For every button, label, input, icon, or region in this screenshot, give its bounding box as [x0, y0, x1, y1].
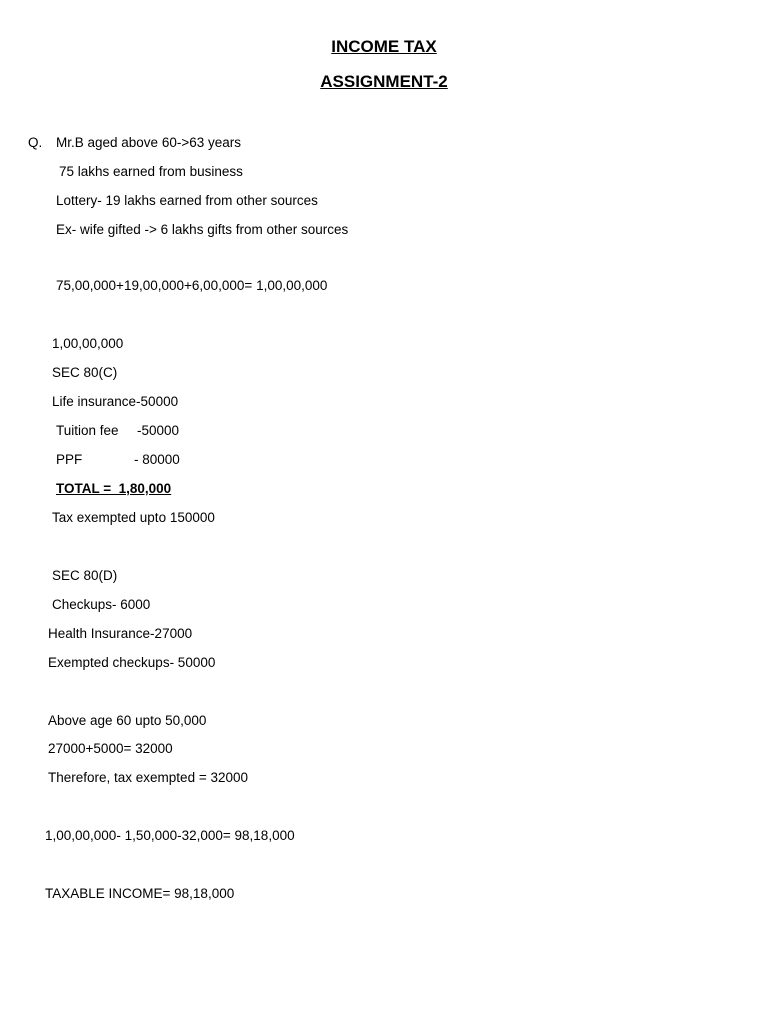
sec80c-exempt: Tax exempted upto 150000 [52, 510, 215, 525]
total-income: 1,00,00,000 [52, 336, 124, 351]
sec80d-checkups: Checkups- 6000 [52, 597, 151, 612]
sec80c-tuition-label: Tuition fee [56, 423, 119, 438]
taxable-income: TAXABLE INCOME= 98,18,000 [45, 886, 235, 901]
sec80d-exempted-checkups: Exempted checkups- 50000 [48, 655, 216, 670]
document-subtitle: ASSIGNMENT-2 [320, 72, 448, 91]
sum-calculation: 75,00,000+19,00,000+6,00,000= 1,00,00,000 [56, 278, 328, 293]
sec80d-calculation: 27000+5000= 32000 [48, 741, 173, 756]
sec80c-ppf-label: PPF [56, 452, 83, 467]
sec80d-therefore: Therefore, tax exempted = 32000 [48, 770, 249, 785]
question-line-3: Lottery- 19 lakhs earned from other sources [56, 193, 318, 208]
question-line-1: Mr.B aged above 60->63 years [56, 135, 241, 150]
question-line-4: Ex- wife gifted -> 6 lakhs gifts from other sources [56, 222, 349, 237]
document-title: INCOME TAX [331, 37, 437, 56]
sec80c-life-insurance: Life insurance-50000 [52, 394, 179, 409]
sec80c-ppf-value: - 80000 [134, 452, 180, 467]
sec80c-tuition-value: -50000 [137, 423, 180, 438]
sec80d-above-age: Above age 60 upto 50,000 [48, 713, 207, 728]
sec80c-total: TOTAL = 1,80,000 [56, 481, 172, 496]
question-line-2: 75 lakhs earned from business [59, 164, 243, 179]
sec80d-health-insurance: Health Insurance-27000 [48, 626, 193, 641]
question-marker: Q. [28, 135, 43, 150]
sec80c-heading: SEC 80(C) [52, 365, 118, 380]
final-calculation: 1,00,00,000- 1,50,000-32,000= 98,18,000 [45, 828, 295, 843]
sec80d-heading: SEC 80(D) [52, 568, 118, 583]
